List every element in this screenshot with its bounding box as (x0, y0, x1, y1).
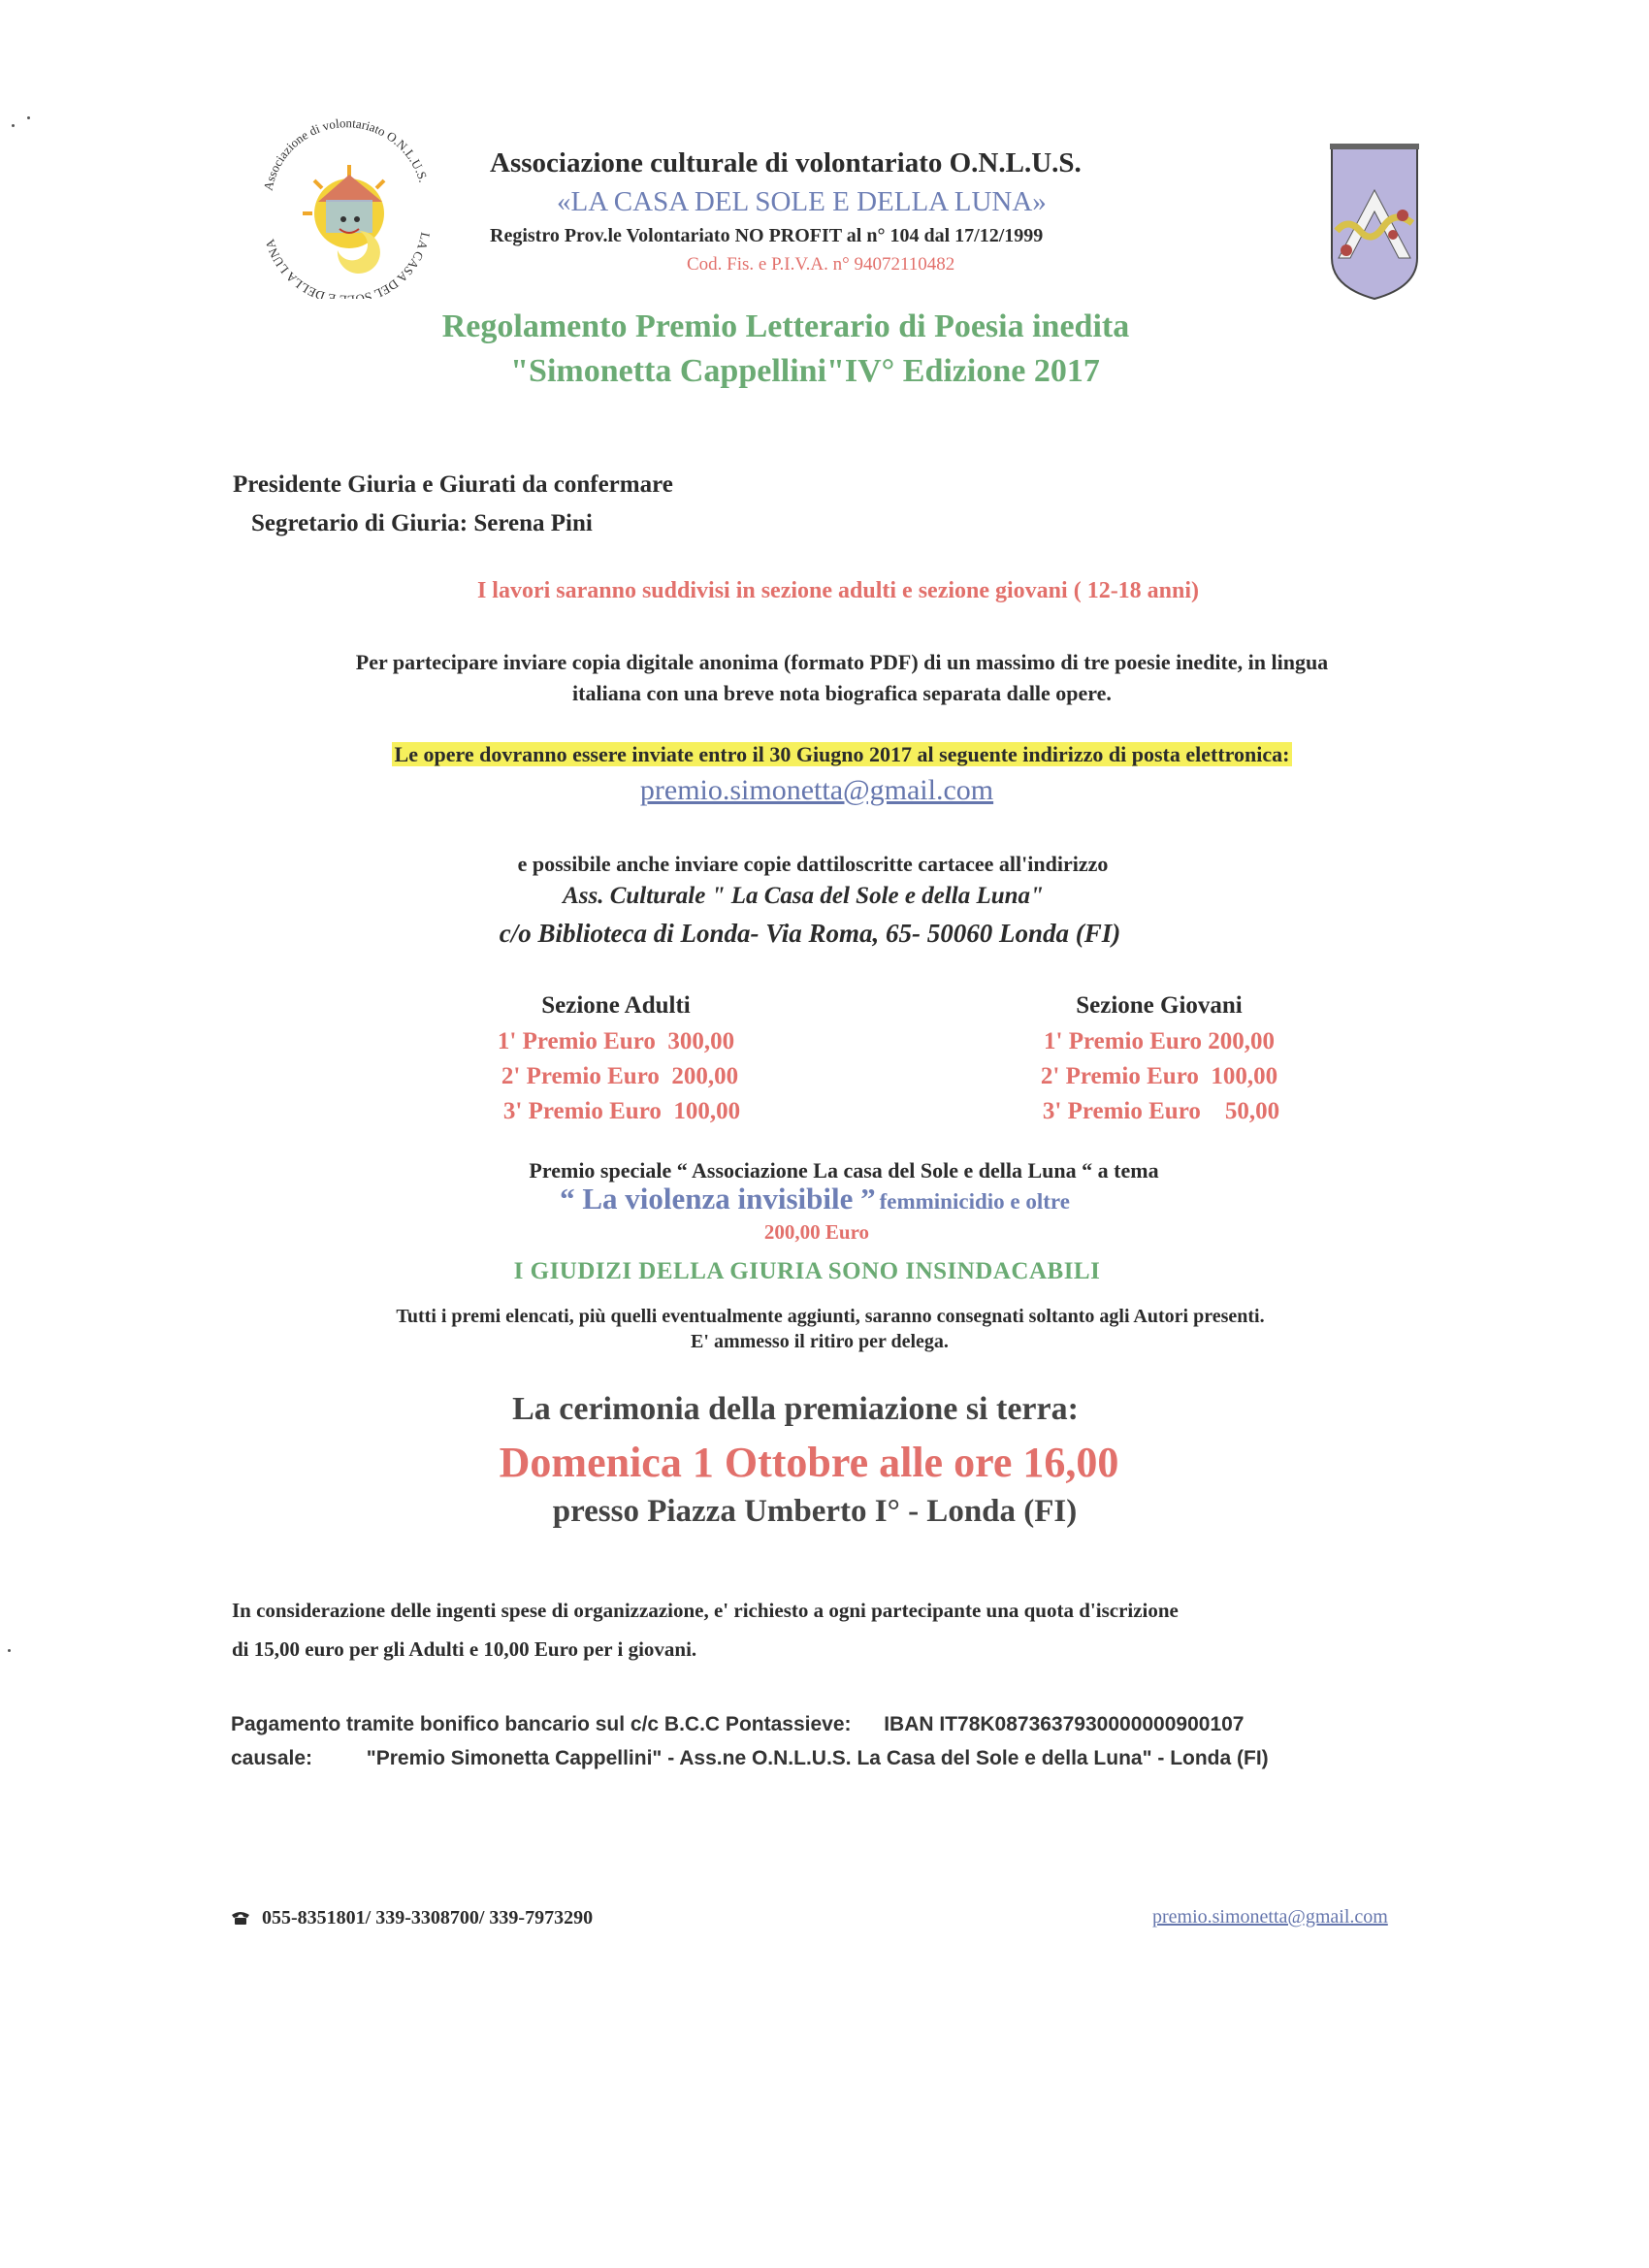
association-line: Associazione culturale di volontariato O.N.L.U.S. (490, 147, 1082, 178)
sections-note: I lavori saranno suddivisi in sezione adulti e sezione giovani ( 12-18 anni) (476, 578, 1200, 603)
payment-line-1 (231, 1713, 1244, 1736)
phone-numbers: 055-8351801/ 339-3308700/ 339-7973290 (262, 1907, 594, 1928)
svg-text:LA CASA DEL SOLE E DELLA LUNA: LA CASA DEL S E DELLA LUNA (262, 231, 434, 299)
awards-note-2: E' ammesso il ritiro per delega. (691, 1331, 949, 1352)
special-amount: 200,00 Euro (763, 1220, 870, 1244)
registry-line: Registro Prov.le Volontariato NO PROFIT al n° 104 dal 17/12/1999 (490, 225, 1044, 246)
special-prize-line: Premio speciale “ Associazione La casa del Sole e della Luna “ a tema (529, 1158, 1159, 1183)
deadline-email-wrap (0, 774, 1641, 807)
postal-line-2: c/o Biblioteca di Londa- Via Roma, 65- 50060 Londa (FI) (499, 919, 1121, 948)
special-theme: “ La violenza invisibile ” (560, 1182, 876, 1215)
payment-line-2 (231, 1747, 1269, 1770)
participation-line-2: italiana con una breve nota biografica separata dalle opere. (572, 681, 1112, 705)
ceremony-place: presso Piazza Umberto I° - Londa (FI) (552, 1494, 1078, 1529)
prizes-adults-title: Sezione Adulti (541, 992, 691, 1019)
scan-speck (27, 116, 30, 119)
page-subtitle: "Simonetta Cappellini"IV° Edizione 2017 (510, 353, 1100, 389)
page-title: Regolamento Premio Letterario di Poesia inedita (441, 308, 1130, 344)
participation-line-1: Per partecipare inviare copia digitale anonima (formato PDF) di un massimo di tre poesie inedite, in lingua (355, 650, 1329, 674)
prize-row: 2' Premio Euro 100,00 (1040, 1063, 1278, 1089)
postal-intro: e possibile anche inviare copie dattiloscritte cartacee all'indirizzo (517, 852, 1109, 876)
prize-row: 3' Premio Euro 100,00 (502, 1098, 741, 1124)
awards-note-1: Tutti i premi elencati, più quelli eventualmente aggiunti, saranno consegnati soltanto agli Autori presenti. (396, 1306, 1265, 1327)
tax-code: Cod. Fis. e P.I.V.A. n° 94072110482 (687, 254, 955, 275)
fee-line-1: In considerazione delle ingenti spese di organizzazione, e' richiesto a ogni partecipante una quota d'iscrizione (232, 1599, 1179, 1622)
payment-reason-label: causale: (231, 1747, 313, 1769)
prize-row: 2' Premio Euro 200,00 (501, 1063, 739, 1089)
deadline-wrap (17, 742, 1649, 767)
municipality-crest (1329, 142, 1420, 303)
payment-iban: IBAN IT78K0873637930000000900107 (884, 1713, 1245, 1735)
special-theme-line (0, 1182, 1639, 1216)
prizes-youth (975, 988, 1343, 1129)
special-theme-suffix: femminicidio e oltre (879, 1189, 1070, 1214)
prizes-youth-title: Sezione Giovani (1076, 992, 1243, 1019)
jury-judgement: I GIUDIZI DELLA GIURIA SONO INSINDACABILI (513, 1258, 1101, 1284)
jury-secretary: Segretario di Giuria: Serena Pini (251, 510, 593, 536)
prize-row: 1' Premio Euro 300,00 (497, 1028, 735, 1054)
ceremony-date: Domenica 1 Ottobre alle ore 16,00 (499, 1439, 1119, 1486)
payment-reason: "Premio Simonetta Cappellini" - Ass.ne O.N.L.U.S. La Casa del Sole e della Luna" - Londa (FI) (366, 1747, 1269, 1769)
fee-line-2: di 15,00 euro per gli Adulti e 10,00 Euro per i giovani. (232, 1637, 697, 1661)
svg-text:Associazione di volontariato O: Associazione di volontariato O.N.L.U.S. (260, 115, 432, 192)
payment-label: Pagamento tramite bonifico bancario sul c/c B.C.C Pontassieve: (231, 1713, 852, 1735)
deadline-text: Le opere dovranno essere inviate entro il 30 Giugno 2017 al seguente indirizzo di posta elettronica: (392, 742, 1293, 766)
footer-phones (231, 1907, 593, 1929)
prize-row: 3' Premio Euro 50,00 (1042, 1098, 1280, 1124)
scan-speck (12, 124, 15, 127)
prizes-adults (432, 988, 800, 1129)
prize-row: 1' Premio Euro 200,00 (1044, 1028, 1275, 1054)
postal-line-1: Ass. Culturale " La Casa del Sole e della Luna" (563, 883, 1044, 909)
association-logo (242, 105, 451, 299)
footer-email-link[interactable]: premio.simonetta@gmail.com (1152, 1906, 1388, 1928)
phone-icon (231, 1911, 250, 1929)
scan-speck (8, 1649, 11, 1652)
ceremony-intro: La cerimonia della premiazione si terra: (512, 1391, 1079, 1427)
jury-president: Presidente Giuria e Giurati da confermare (233, 471, 673, 498)
association-name: «LA CASA DEL SOLE E DELLA LUNA» (557, 186, 1047, 217)
deadline-email-link[interactable]: premio.simonetta@gmail.com (639, 774, 994, 806)
